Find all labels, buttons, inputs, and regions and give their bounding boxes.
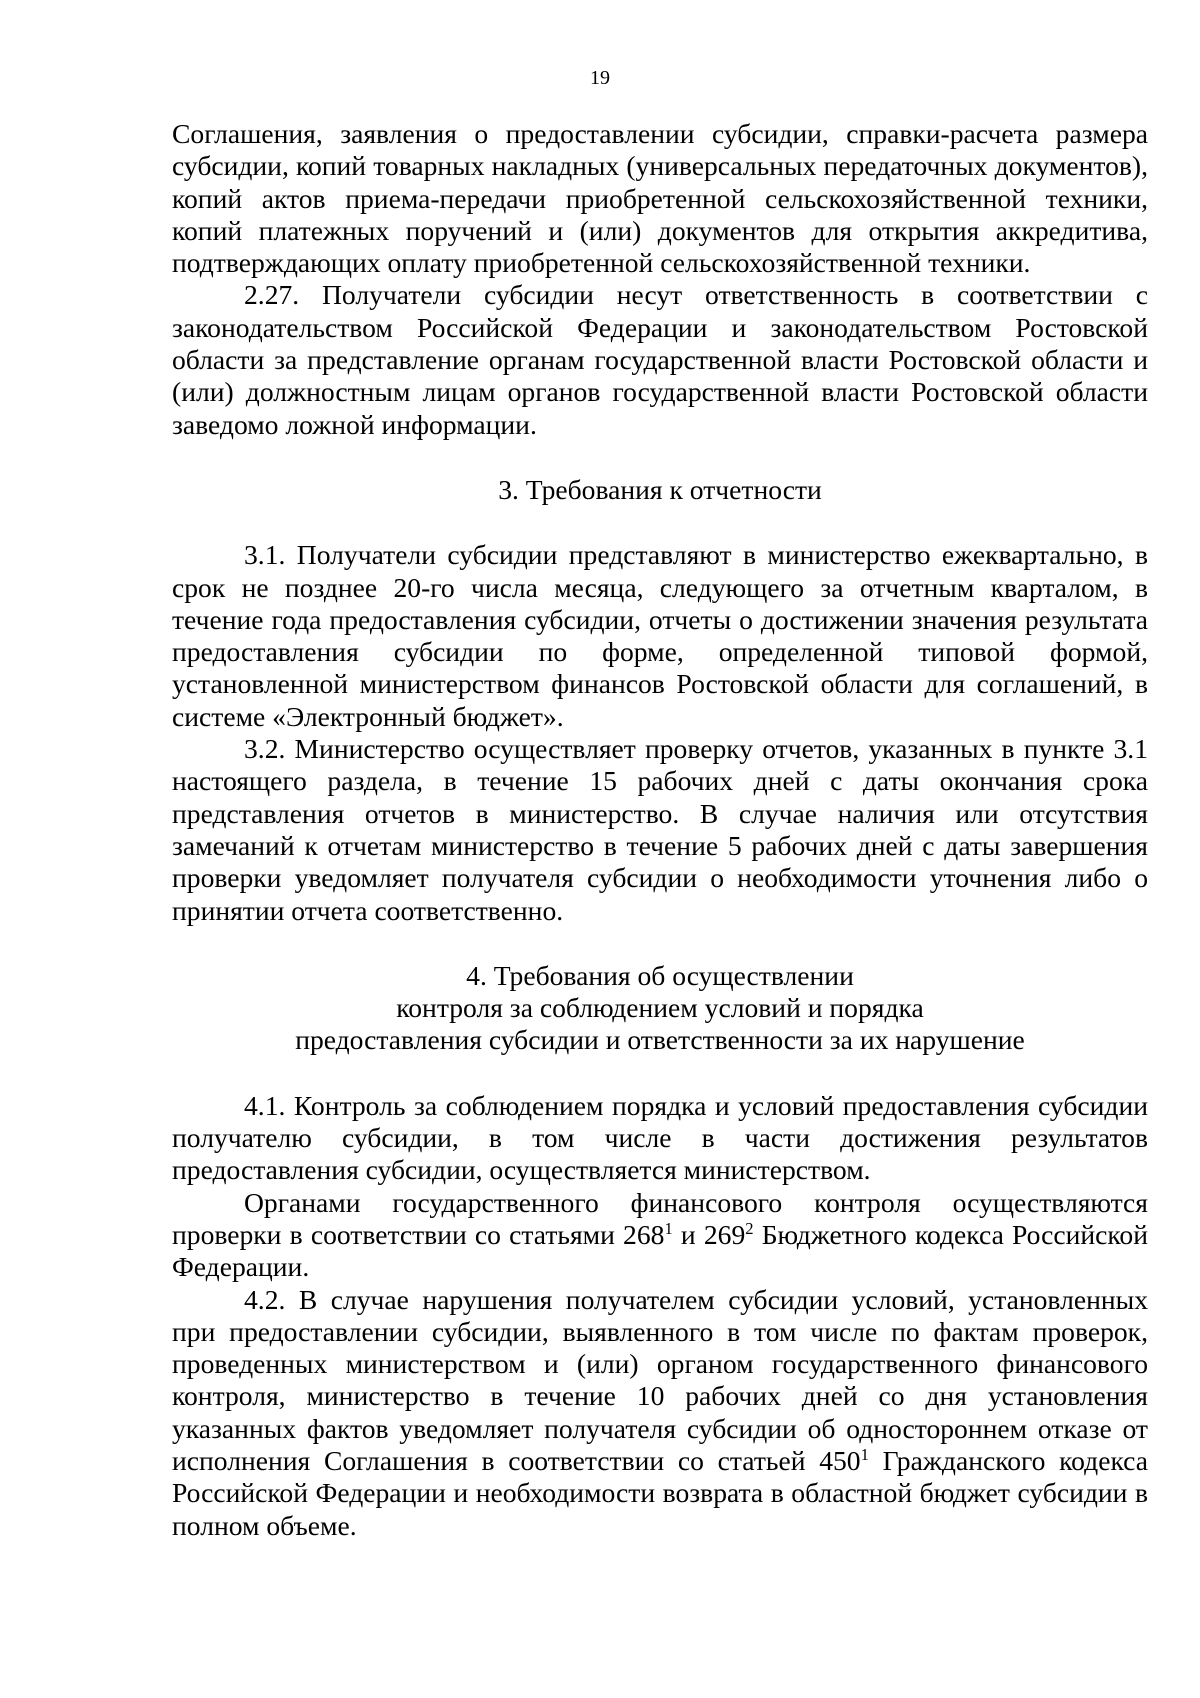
text-run: 3.2. Министерство осуществляет проверку отчетов, указанных в пункте 3.1 настоящего раздела, в течение 15 рабочих дней с даты окончания срока представления отчетов в министерство. В случае наличия или отсутствия замечаний к отчетам министерство в течение 5 рабочих дней с даты завершения проверки уведомляет получателя субсидии о необходимости уточнения либо о принятии отчета соответственно. xyxy=(172,733,1148,926)
section-heading-line: контроля за соблюдением условий и порядка xyxy=(396,992,924,1024)
section-heading-line: предоставления субсидии и ответственности за их нарушение xyxy=(295,1024,1025,1056)
section-heading-line: 3. Требования к отчетности xyxy=(498,473,822,505)
section-heading-line: 4. Требования об осуществлении xyxy=(466,959,854,991)
superscript: 2 xyxy=(745,1218,754,1238)
paragraph xyxy=(172,539,1148,733)
text-run: Бюджетного кодекса Российской Федерации. xyxy=(172,1218,1148,1283)
paragraph xyxy=(172,279,1148,440)
paragraph xyxy=(172,733,1148,927)
paragraph xyxy=(172,1090,1148,1187)
section-spacer xyxy=(172,441,1148,474)
section-spacer xyxy=(172,506,1148,539)
text-run: 3.1. Получатели субсидии представляют в министерство ежеквартально, в срок не позднее 20-го числа месяца, следующего за отчетным кварталом, в течение года предоставления субсидии, отчеты о достижении значения результата предоставления субсидии по форме, определенной типовой формой, установленной министерством финансов Ростовской области для соглашений, в системе «Электронный бюджет». xyxy=(172,539,1148,732)
section-spacer xyxy=(172,927,1148,960)
superscript: 1 xyxy=(860,1444,869,1464)
text-run: 2.27. Получатели субсидии несут ответственность в соответствии с законодательством Российской Федерации и законодательством Ростовской области за представление органам государственной власти Ростовской области и (или) должностным лицам органов государственной власти Ростовской области заведомо ложной информации. xyxy=(172,279,1148,440)
document-body xyxy=(172,118,1148,1542)
paragraph xyxy=(172,118,1148,279)
text-run: Органами государственного финансового контроля осуществляются проверки в соответствии со статьями 268 xyxy=(172,1186,1148,1250)
text-run: Соглашения, заявления о предоставлении субсидии, справки-расчета размера субсидии, копий товарных накладных (универсальных передаточных документов), копий актов приема-передачи приобретенной сельскохозяйственной техники, копий платежных поручений и (или) документов для открытия аккредитива, подтверждающих оплату приобретенной сельскохозяйственной техники. xyxy=(172,118,1148,279)
text-run: 4.2. В случае нарушения получателем субсидии условий, установленных при предоставлении субсидии, выявленного в том числе по фактам проверок, проведенных министерством и (или) органом государственного финансового контроля, министерство в течение 10 рабочих дней со дня установления указанных фактов уведомляет получателя субсидии об одностороннем отказе от исполнения Соглашения в соответствии со статьей 450 xyxy=(172,1283,1148,1476)
text-run: 4.1. Контроль за соблюдением порядка и условий предоставления субсидии получателю субсидии, в том числе в части достижения результатов предоставления субсидии, осуществляется министерством. xyxy=(172,1089,1148,1186)
text-run: и 269 xyxy=(672,1218,746,1250)
paragraph xyxy=(172,1284,1148,1542)
section-spacer xyxy=(172,1057,1148,1090)
text-run: Гражданского кодекса Российской Федерации и необходимости возврата в областной бюджет субсидии в полном объеме. xyxy=(172,1444,1149,1541)
superscript: 1 xyxy=(664,1218,673,1238)
paragraph xyxy=(172,1187,1148,1284)
page-number: 19 xyxy=(590,67,610,89)
